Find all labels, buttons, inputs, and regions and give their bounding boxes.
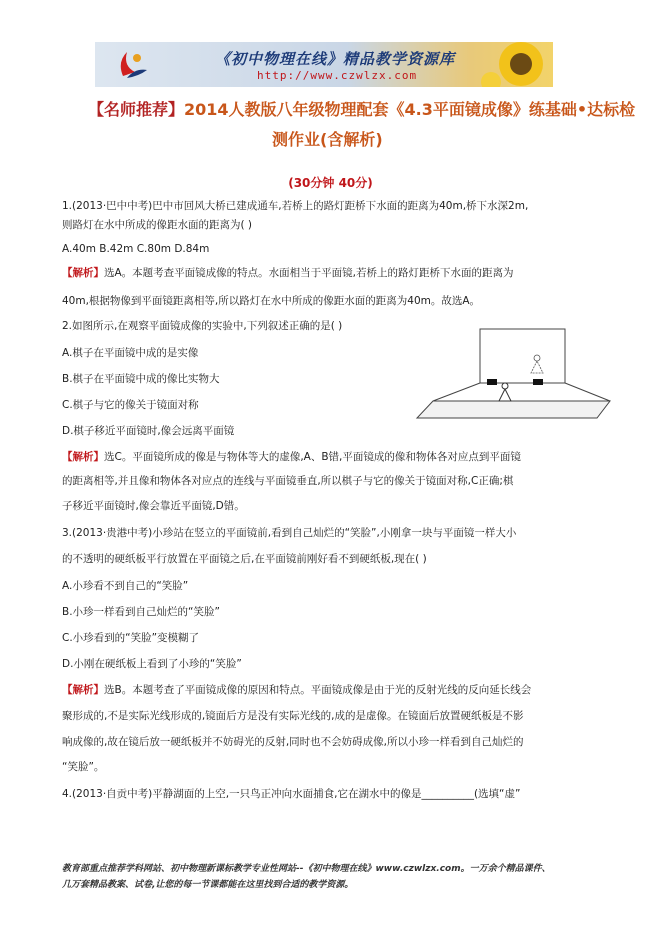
time-score-subtitle: (30分钟 40分) [288,176,373,190]
q3-option-d: D.小刚在硬纸板上看到了小珍的“笑脸” [62,658,242,670]
a3-line-4: “笑脸”。 [62,761,105,773]
q1-options: A.40m B.42m C.80m D.84m [62,243,210,255]
a2-line-1 [62,450,521,465]
q2-option-c: C.棋子与它的像关于镜面对称 [62,399,199,411]
footer-line-1: 教育部重点推荐学科网站、初中物理新课标教学专业性网站--《初中物理在线》www.czwlzx.com。一万余个精品课件、 [62,864,551,874]
banner-url: http://www.czwlzx.com [257,69,418,82]
a3-line-3: 响成像的,故在镜后放一硬纸板并不妨碍光的反射,同时也不会妨碍成像,所以小珍一样看到自己灿烂的 [62,736,524,748]
site-banner [95,42,553,87]
a1-line-2: 40m,根据物像到平面镜距离相等,所以路灯在水中所成的像距水面的距离为40m。故选A。 [62,295,481,307]
analysis-tag: 【解析】 [62,267,104,279]
document-title-line1 [88,100,636,120]
q3-option-a: A.小珍看不到自己的“笑脸” [62,580,189,592]
title-tag: 【名师推荐】 [88,100,185,119]
a1-line-1 [62,266,514,281]
a3-line-2: 聚形成的,不是实际光线形成的,镜面后方是没有实际光线的,成的是虚像。在镜面后放置硬纸板是不影 [62,710,524,722]
analysis-tag: 【解析】 [62,684,104,696]
a2-line-2: 的距离相等,并且像和物体各对应点的连线与平面镜垂直,所以棋子与它的像关于镜面对称,C正确;棋 [62,475,514,487]
mirror-experiment-diagram [415,323,620,423]
a1-text-1: 选A。本题考查平面镜成像的特点。水面相当于平面镜,若桥上的路灯距桥下水面的距离为 [104,267,514,279]
q2-option-d: D.棋子移近平面镜时,像会远离平面镜 [62,425,235,437]
q3-line-2: 的不透明的硬纸板平行放置在平面镜之后,在平面镜前刚好看不到硬纸板,现在( ) [62,553,427,565]
q1-line-2: 则路灯在水中所成的像距水面的距离为( ) [62,219,253,231]
sunflower-icon [481,42,551,87]
document-title-line2: 测作业(含解析) [272,130,383,149]
q1-line-1: 1.(2013·巴中中考)巴中市回风大桥已建成通车,若桥上的路灯距桥下水面的距离为40m,桥下水深2m, [62,200,529,212]
q4-line-1: 4.(2013·自贡中考)平静湖面的上空,一只鸟正冲向水面捕食,它在湖水中的像是__________(选填“虚” [62,788,521,800]
a2-line-3: 子移近平面镜时,像会靠近平面镜,D错。 [62,500,245,512]
q3-line-1: 3.(2013·贵港中考)小珍站在竖立的平面镜前,看到自己灿烂的“笑脸”,小刚拿一块与平面镜一样大小 [62,527,517,539]
q2-line-1: 2.如图所示,在观察平面镜成像的实验中,下列叙述正确的是( ) [62,320,343,332]
footer-line-2: 几万套精品教案、试卷,让您的每一节课都能在这里找到合适的教学资源。 [62,880,354,890]
site-logo-icon [113,46,149,82]
q2-option-a: A.棋子在平面镜中成的是实像 [62,347,199,359]
q2-option-b: B.棋子在平面镜中成的像比实物大 [62,373,220,385]
a3-text-1: 选B。本题考查了平面镜成像的原因和特点。平面镜成像是由于光的反射光线的反向延长线会 [104,684,532,696]
title-text: 2014人教版八年级物理配套《4.3平面镜成像》练基础•达标检 [184,100,636,119]
analysis-tag: 【解析】 [62,451,104,463]
q3-option-c: C.小珍看到的“笑脸”变模糊了 [62,632,200,644]
q3-option-b: B.小珍一样看到自己灿烂的“笑脸” [62,606,220,618]
banner-title: 《初中物理在线》精品教学资源库 [215,50,456,68]
a3-line-1 [62,683,531,698]
a2-text-1: 选C。平面镜所成的像是与物体等大的虚像,A、B错,平面镜成的像和物体各对应点到平面镜 [104,451,521,463]
